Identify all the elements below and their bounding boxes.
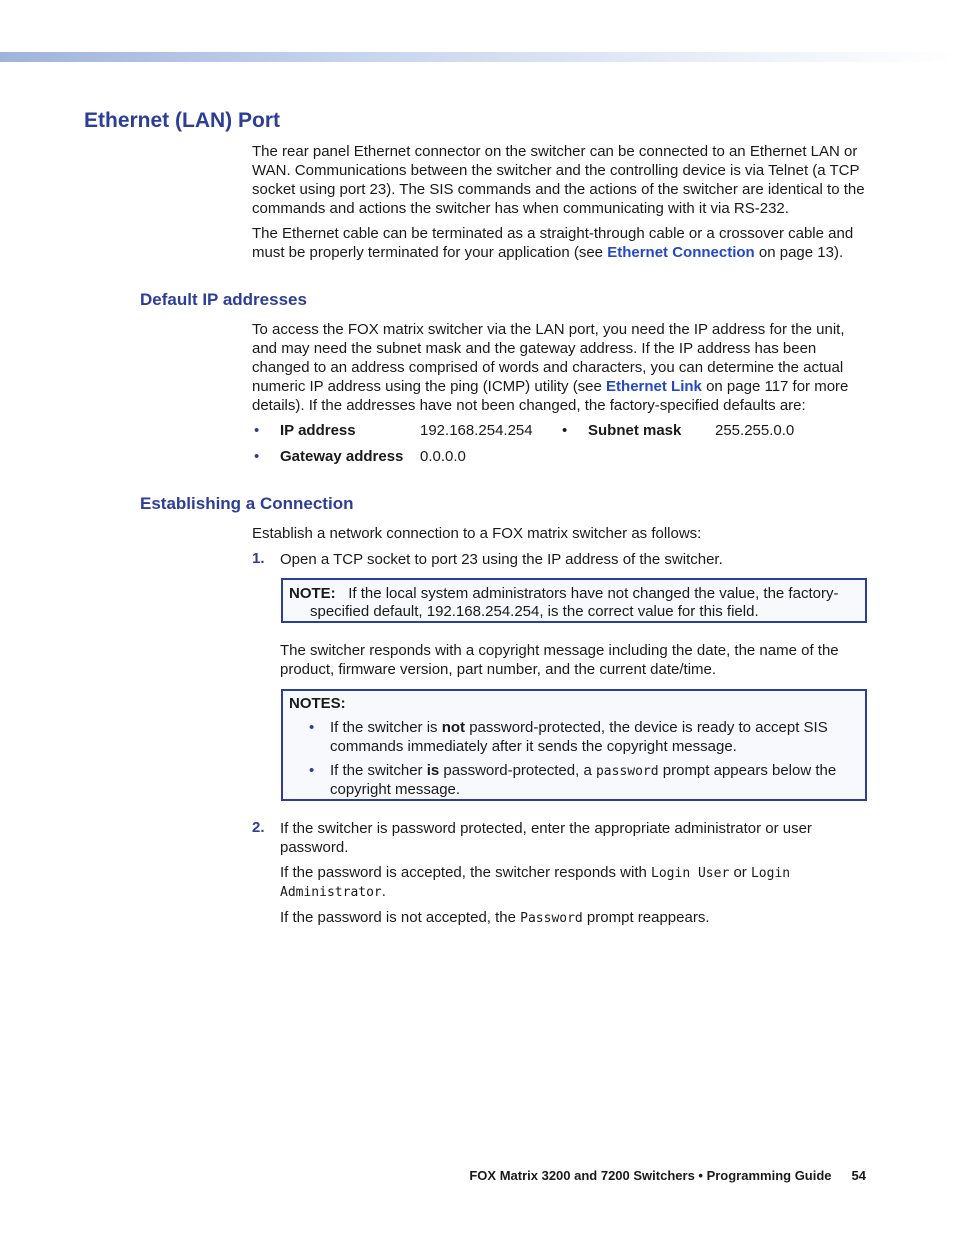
bullet-icon: • <box>254 422 260 439</box>
page-number: 54 <box>851 1168 866 1183</box>
gateway-address-value: 0.0.0.0 <box>420 448 466 465</box>
note-item-2-line-1 <box>330 761 836 781</box>
subnet-mask-label: Subnet mask <box>588 422 682 439</box>
note-item-2-pre: If the switcher <box>330 762 427 779</box>
note-item-2-post: prompt appears below the <box>658 762 837 779</box>
accepted-text-post: . <box>381 883 386 900</box>
subnet-mask-value: 255.255.0.0 <box>715 422 795 439</box>
note-item-1-post: password-protected, the device is ready to accept SIS <box>465 719 828 736</box>
note-item-1-line-1 <box>330 718 828 737</box>
default-ip-text-post: on page 117 for more details). If the addresses have not been changed, the factory-specified defaults are: <box>252 378 849 414</box>
note-line-1 <box>289 584 838 603</box>
note-item-1-line-2: commands immediately after it sends the copyright message. <box>330 738 737 755</box>
default-ip-heading: Default IP addresses <box>140 290 307 309</box>
default-ip-text-pre: To access the FOX matrix switcher via the LAN port, you need the IP address for the unit, and may need the subnet mask and the gateway address. If the IP address has been changed to an address comprised of words and characters, you can determine the actual numeric IP address using the ping (ICMP) utility (see <box>252 321 845 395</box>
step-1-text: Open a TCP socket to port 23 using the IP address of the switcher. <box>280 551 723 568</box>
rejected-text-post: prompt reappears. <box>582 909 710 926</box>
note-text-1: If the local system administrators have not changed the value, the factory- <box>348 585 839 602</box>
ip-address-label: IP address <box>280 422 356 439</box>
note-item-1-pre: If the switcher is <box>330 719 442 736</box>
bullet-icon: • <box>309 762 315 779</box>
cable-text-pre: The Ethernet cable can be terminated as a straight-through cable or a crossover cable and must be properly terminated for your application (see <box>252 225 854 261</box>
note-item-2-mid: password-protected, a <box>439 762 596 779</box>
bullet-icon: • <box>254 448 260 465</box>
connection-heading: Establishing a Connection <box>140 494 354 513</box>
ethernet-connection-link[interactable]: Ethernet Connection <box>607 244 755 261</box>
note-item-1-bold: not <box>441 719 466 736</box>
intro-paragraph: The rear panel Ethernet connector on the switcher can be connected to an Ethernet LAN or WAN. Communications between the switcher and the controlling device is via Telnet (a TCP socket using port 23). The SIS commands and the actions of the switcher are identical to the commands and actions the switcher has when communicating with it via RS-232. <box>252 143 865 217</box>
accepted-text-mid: or <box>729 864 751 881</box>
note-item-2-bold: is <box>426 762 440 779</box>
step-2-number: 2. <box>252 819 265 836</box>
accepted-line-1 <box>280 863 870 883</box>
note-box <box>281 578 867 623</box>
login-code: Login <box>750 866 791 881</box>
page-footer <box>400 1168 866 1183</box>
notes-box <box>281 689 867 801</box>
password-code: password <box>595 764 659 779</box>
login-user-code: Login User <box>651 866 730 881</box>
administrator-code: Administrator <box>280 885 382 900</box>
rejected-text-pre: If the password is not accepted, the <box>280 909 521 926</box>
rejected-line <box>280 908 870 928</box>
notes-label: NOTES: <box>289 695 346 712</box>
note-line-2: specified default, 192.168.254.254, is the correct value for this field. <box>310 603 759 620</box>
gateway-address-label: Gateway address <box>280 448 404 465</box>
accepted-text-pre: If the password is accepted, the switcher responds with <box>280 864 652 881</box>
cable-paragraph <box>252 224 870 262</box>
step-2-text: If the switcher is password protected, enter the appropriate administrator or user password. <box>280 820 812 856</box>
ip-address-value: 192.168.254.254 <box>420 422 533 439</box>
cable-text-post: on page 13). <box>754 244 844 261</box>
step-1-number: 1. <box>252 550 265 567</box>
bullet-icon: • <box>309 719 315 736</box>
password-prompt-code: Password <box>520 911 583 926</box>
section-title: Ethernet (LAN) Port <box>84 109 280 132</box>
header-band <box>0 52 954 62</box>
note-item-2-line-2: copyright message. <box>330 781 461 798</box>
accepted-line-2 <box>280 882 870 902</box>
ethernet-link-link[interactable]: Ethernet Link <box>606 378 702 395</box>
footer-title: FOX Matrix 3200 and 7200 Switchers • Programming Guide <box>469 1168 832 1183</box>
response-paragraph: The switcher responds with a copyright message including the date, the name of the product, firmware version, part number, and the current date/time. <box>280 642 839 678</box>
note-label: NOTE: <box>289 585 336 602</box>
default-ip-paragraph <box>252 320 870 415</box>
connection-intro: Establish a network connection to a FOX matrix switcher as follows: <box>252 525 702 542</box>
bullet-icon: • <box>562 422 568 439</box>
